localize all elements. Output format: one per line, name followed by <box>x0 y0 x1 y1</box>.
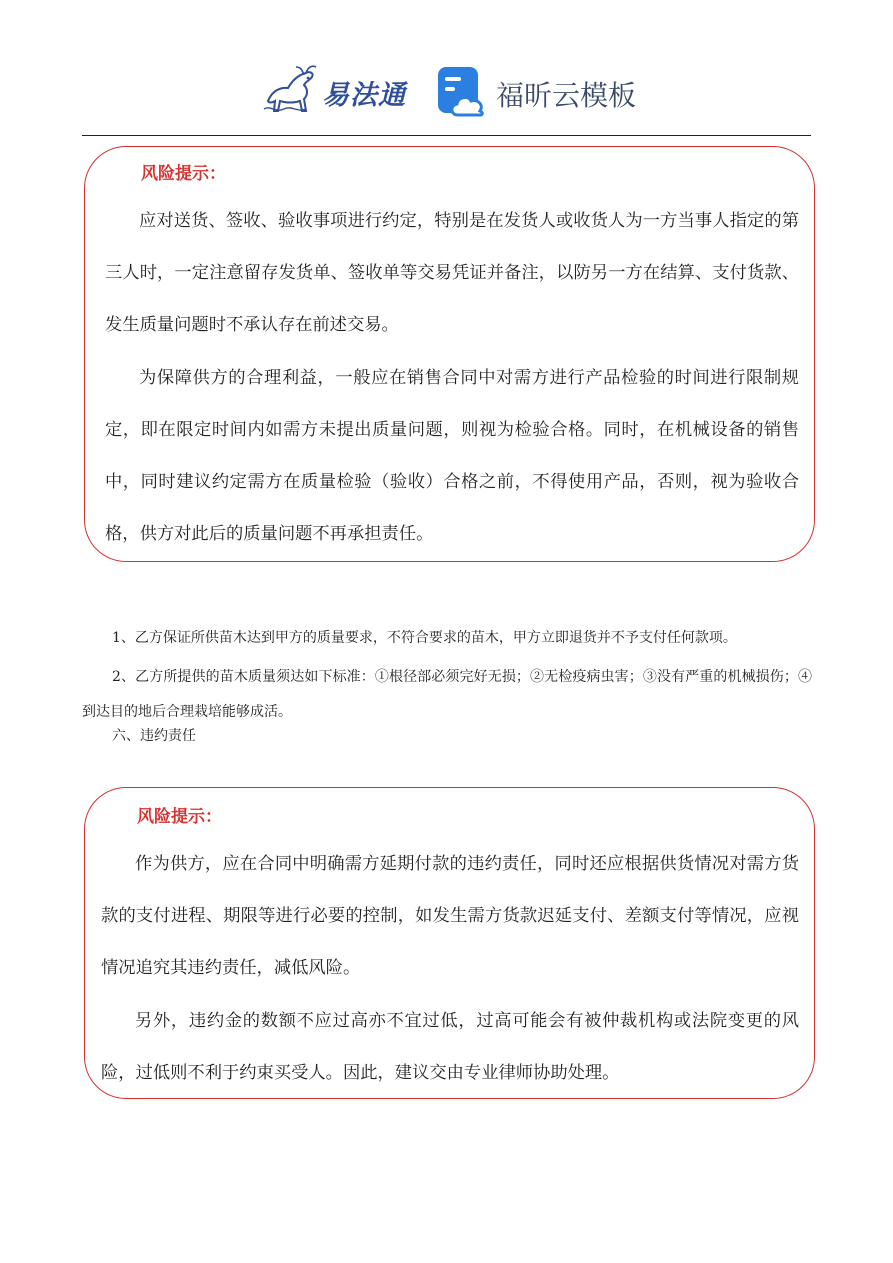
document-cloud-icon <box>436 65 488 117</box>
qilin-mascot-icon <box>262 61 320 117</box>
section-heading: 六、违约责任 <box>112 728 196 744</box>
risk-tip-paragraph: 为保障供方的合理利益，一般应在销售合同中对需方进行产品检验的时间进行限制规定，即在限定时间内如需方未提出质量问题，则视为检验合格。同时，在机械设备的销售中，同时建议约定需方在质量检验（验收）合格之前，不得使用产品，否则，视为验收合格，供方对此后的质量问题不再承担责任。 <box>105 368 799 544</box>
yifatong-logo <box>262 61 412 117</box>
yifatong-brand-text: 易法通 <box>322 80 406 111</box>
risk-tip-box <box>84 787 815 1099</box>
fuxin-brand-text: 福昕云模板 <box>496 79 637 112</box>
risk-tip-paragraph: 应对送货、签收、验收事项进行约定，特别是在发货人或收货人为一方当事人指定的第三人时，一定注意留存发货单、签收单等交易凭证并备注，以防另一方在结算、支付货款、发生质量问题时不承认存在前述交易。 <box>105 211 799 335</box>
page-header <box>0 55 893 125</box>
contract-clause: 2、乙方所提供的苗木质量须达如下标准：①根径部必须完好无损；②无检疫病虫害；③没有严重的机械损伤；④到达目的地后合理栽培能够成活。 <box>82 669 812 720</box>
header-divider <box>82 135 811 136</box>
contract-clause: 1、乙方保证所供苗木达到甲方的质量要求，不符合要求的苗木，甲方立即退货并不予支付任何款项。 <box>112 630 737 646</box>
risk-tip-box <box>84 146 815 562</box>
risk-tip-title: 风险提示： <box>137 807 222 827</box>
risk-tip-paragraph: 作为供方，应在合同中明确需方延期付款的违约责任，同时还应根据供货情况对需方货款的支付进程、期限等进行必要的控制，如发生需方货款迟延支付、差额支付等情况，应视情况追究其违约责任，减低风险。 <box>101 854 799 978</box>
risk-tip-paragraph: 另外，违约金的数额不应过高亦不宜过低，过高可能会有被仲裁机构或法院变更的风险，过低则不利于约束买受人。因此，建议交由专业律师协助处理。 <box>101 1011 799 1083</box>
risk-tip-title: 风险提示： <box>141 164 226 184</box>
